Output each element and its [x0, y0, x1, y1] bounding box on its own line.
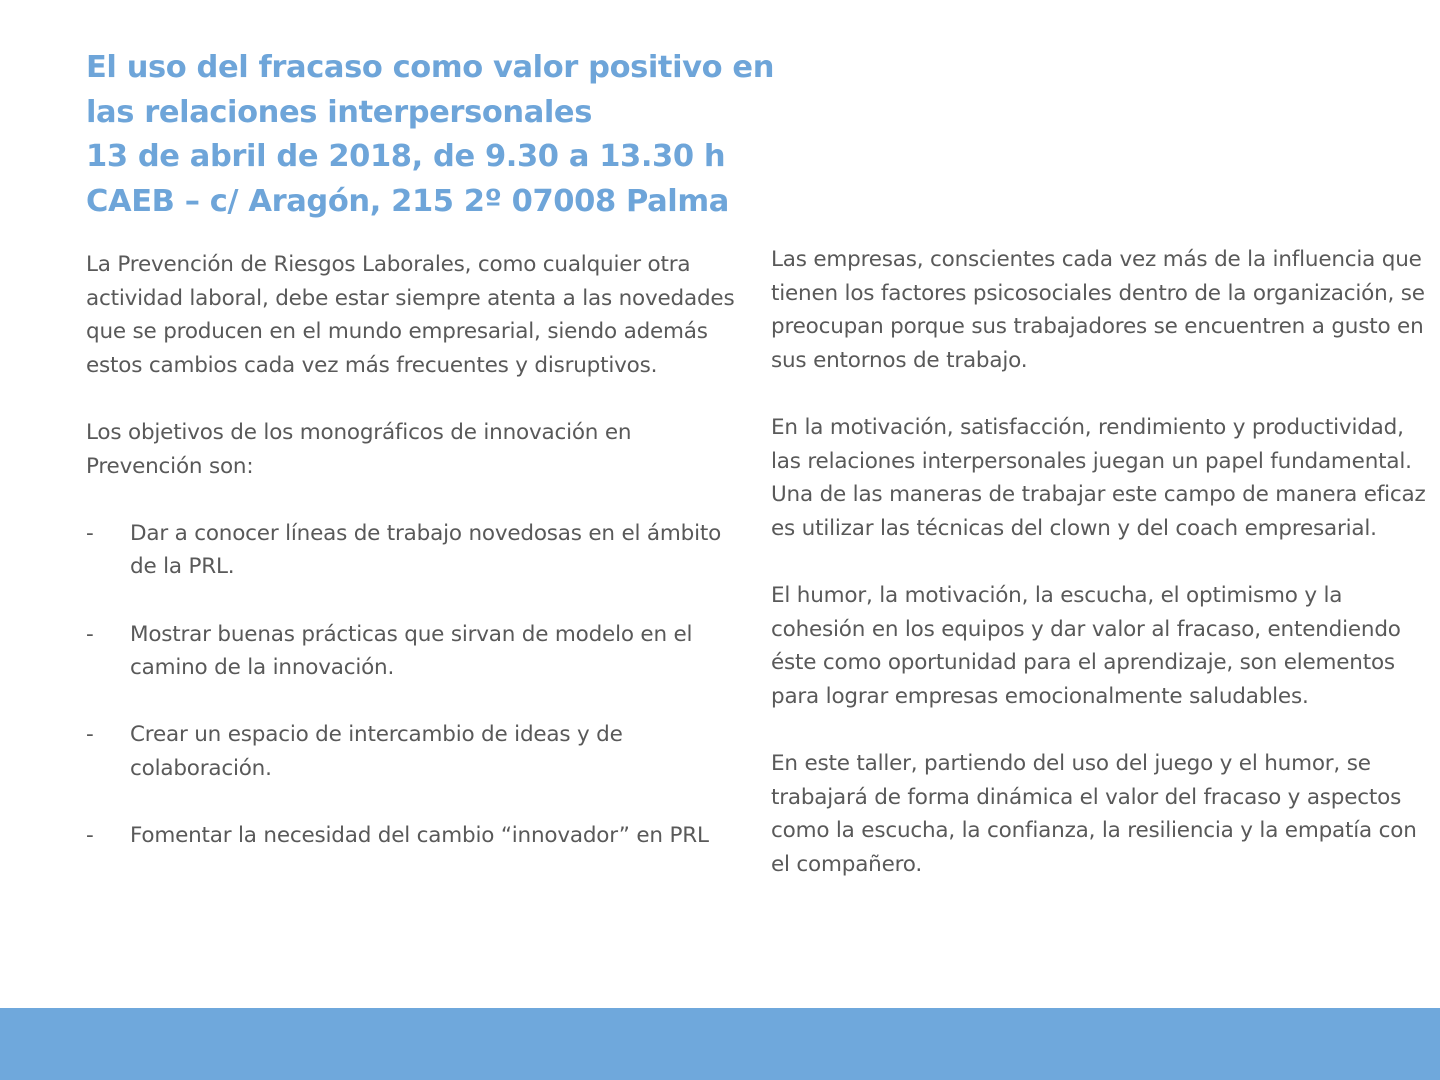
list-item	[86, 517, 736, 584]
body-paragraph: Las empresas, conscientes cada vez más de la influencia que tienen los factores psicosociales dentro de la organización, se preocupan porque sus trabajadores se encuentren a gusto en sus entornos de trabajo.	[771, 247, 1425, 373]
dash-bullet-icon: -	[86, 520, 94, 546]
dash-bullet-icon: -	[86, 621, 94, 647]
title-line-event-name-cont: las relaciones interpersonales	[86, 94, 592, 130]
objective-text: Dar a conocer líneas de trabajo novedosas en el ámbito de la PRL.	[130, 520, 722, 580]
body-paragraph: El humor, la motivación, la escucha, el optimismo y la cohesión en los equipos y dar valor al fracaso, entendiendo éste como oportunidad para el aprendizaje, son elementos para lograr empresas emocionalmente saludables.	[771, 582, 1401, 709]
list-item	[86, 718, 736, 785]
objective-text: Mostrar buenas prácticas que sirvan de modelo en el camino de la innovación.	[130, 621, 693, 681]
objective-text: Crear un espacio de intercambio de ideas y de colaboración.	[130, 722, 623, 781]
body-paragraph: En este taller, partiendo del uso del juego y el humor, se trabajará de forma dinámica el valor del fracaso y aspectos como la escucha, la confianza, la resiliencia y la empatía con el compañero.	[771, 750, 1417, 877]
title-line-event-name: El uso del fracaso como valor positivo en	[86, 50, 775, 85]
objective-text: Fomentar la necesidad del cambio “innovador” en PRL	[130, 823, 709, 849]
title-line-venue: CAEB – c/ Aragón, 215 2º 07008 Palma	[86, 183, 729, 219]
objectives-list	[86, 517, 736, 853]
objectives-lead: Los objetivos de los monográficos de innovación en Prevención son:	[86, 419, 632, 479]
dash-bullet-icon: -	[86, 823, 94, 849]
right-column	[771, 243, 1431, 915]
list-item	[86, 819, 736, 853]
dash-bullet-icon: -	[86, 722, 94, 748]
body-paragraph: En la motivación, satisfacción, rendimiento y productividad, las relaciones interpersonales juegan un papel fundamental. Una de las maneras de trabajar este campo de manera eficaz es utilizar las técnicas del clown y del coach empresarial.	[771, 414, 1426, 541]
page-title	[86, 46, 846, 224]
left-column	[86, 248, 736, 886]
footer-bar	[0, 1008, 1440, 1080]
title-line-date-time: 13 de abril de 2018, de 9.30 a 13.30 h	[86, 139, 726, 174]
intro-paragraph: La Prevención de Riesgos Laborales, como cualquier otra actividad laboral, debe estar siempre atenta a las novedades que se producen en el mundo empresarial, siendo además estos cambios cada vez más frecuentes y disruptivos.	[86, 252, 735, 378]
list-item	[86, 618, 736, 685]
